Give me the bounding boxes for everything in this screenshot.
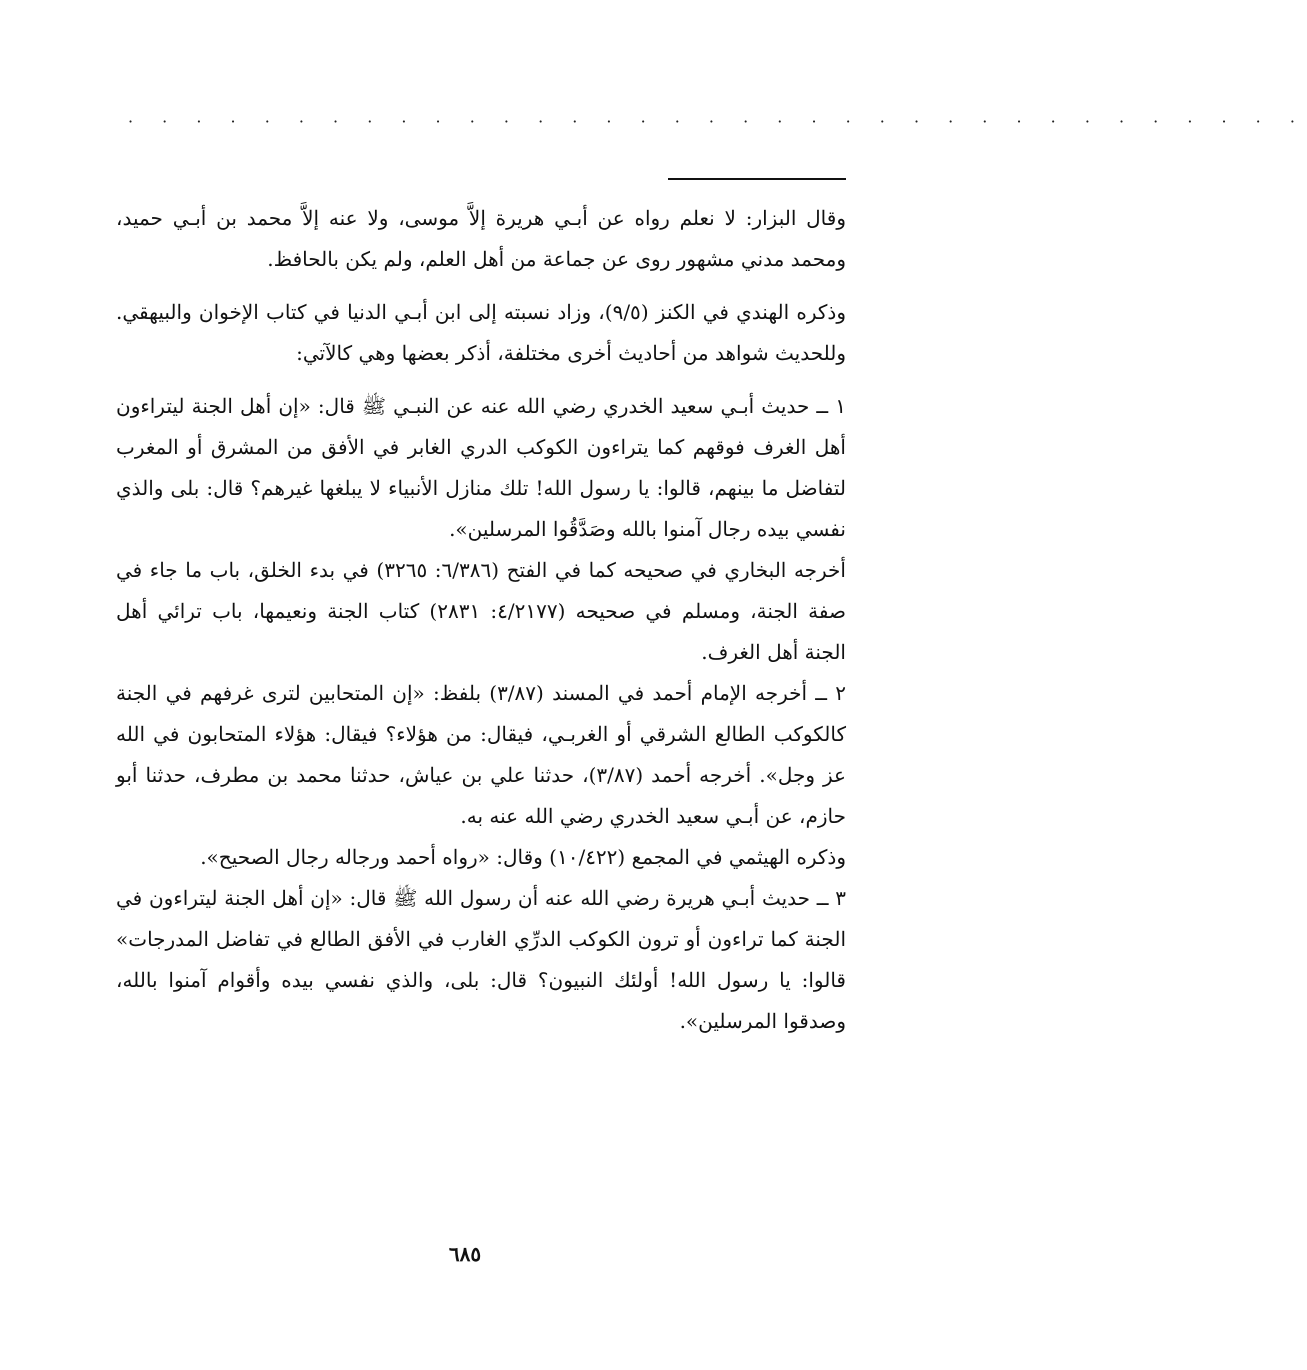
- paragraph-bukhari: أخرجه البخاري في صحيحه كما في الفتح (٦/٣٨٦: ٣٢٦٥) في بدء الخلق، باب ما جاء في صفة الجنة، ومسلم في صحيحه (٤/٢١٧٧: ٢٨٣١) كتاب الجنة ونعيمها، باب ترائي أهل الجنة أهل الغرف.: [116, 558, 846, 664]
- page-body: [116, 198, 846, 1042]
- paragraph-bazzar: وقال البزار: لا نعلم رواه عن أبـي هريرة إلاَّ موسى، ولا عنه إلاَّ محمد بن أبـي حميد، ومحمد مدني مشهور روى عن جماعة من أهل العلم، ولم يكن بالحافظ.: [116, 206, 846, 271]
- paragraph-haythami: وذكره الهيثمي في المجمع (١٠/٤٢٢) وقال: «رواه أحمد ورجاله رجال الصحيح».: [200, 845, 846, 869]
- footnote-separator-rule: [668, 178, 846, 180]
- paragraph-hadith-3: ٣ ــ حديث أبـي هريرة رضي الله عنه أن رسول الله ﷺ قال: «إن أهل الجنة ليتراءون في الجنة كما تراءون أو ترون الكوكب الدرِّي الغارب في الأفق الطالع في تفاضل المدرجات» قالوا: يا رسول الله! أولئك النبيون؟ قال: بلى، والذي نفسي بيده وأقوام آمنوا بالله، وصدقوا المرسلين».: [116, 886, 846, 1033]
- paragraph-hadith-2: ٢ ــ أخرجه الإمام أحمد في المسند (٣/٨٧) بلفظ: «إن المتحابين لترى غرفهم في الجنة كالكوكب الطالع الشرقي أو الغربـي، فيقال: من هؤلاء؟ فيقال: هؤلاء المتحابون في الله عز وجل». أخرجه أحمد (٣/٨٧)، حدثنا علي بن عياش، حدثنا محمد بن مطرف، حدثنا أبو حازم، عن أبـي سعيد الخدري رضي الله عنه به.: [116, 681, 847, 828]
- paragraph-hadith-1: ١ ــ حديث أبـي سعيد الخدري رضي الله عنه عن النبـي ﷺ قال: «إن أهل الجنة ليتراءون أهل الغرف فوقهم كما يتراءون الكوكب الدري الغابر في الأفق من المشرق أو المغرب لتفاضل ما بينهم، قالوا: يا رسول الله! تلك منازل الأنبياء لا يبلغها غيرهم؟ قال: بلى والذي نفسي بيده رجال آمنوا بالله وصَدَّقُوا المرسلين».: [116, 394, 846, 541]
- paragraph-hindi: وذكره الهندي في الكنز (٩/٥)، وزاد نسبته إلى ابن أبـي الدنيا في كتاب الإخوان والبيهقي. وللحديث شواهد من أحاديث أخرى مختلفة، أذكر بعضها وهي كالآتي:: [116, 300, 846, 365]
- header-dotted-line: · · · · · · · · · · · · · · · · · · · · · · · · · · · · · · · · · · ·: [128, 112, 1307, 131]
- page-number: ٦٨٥: [448, 1242, 482, 1266]
